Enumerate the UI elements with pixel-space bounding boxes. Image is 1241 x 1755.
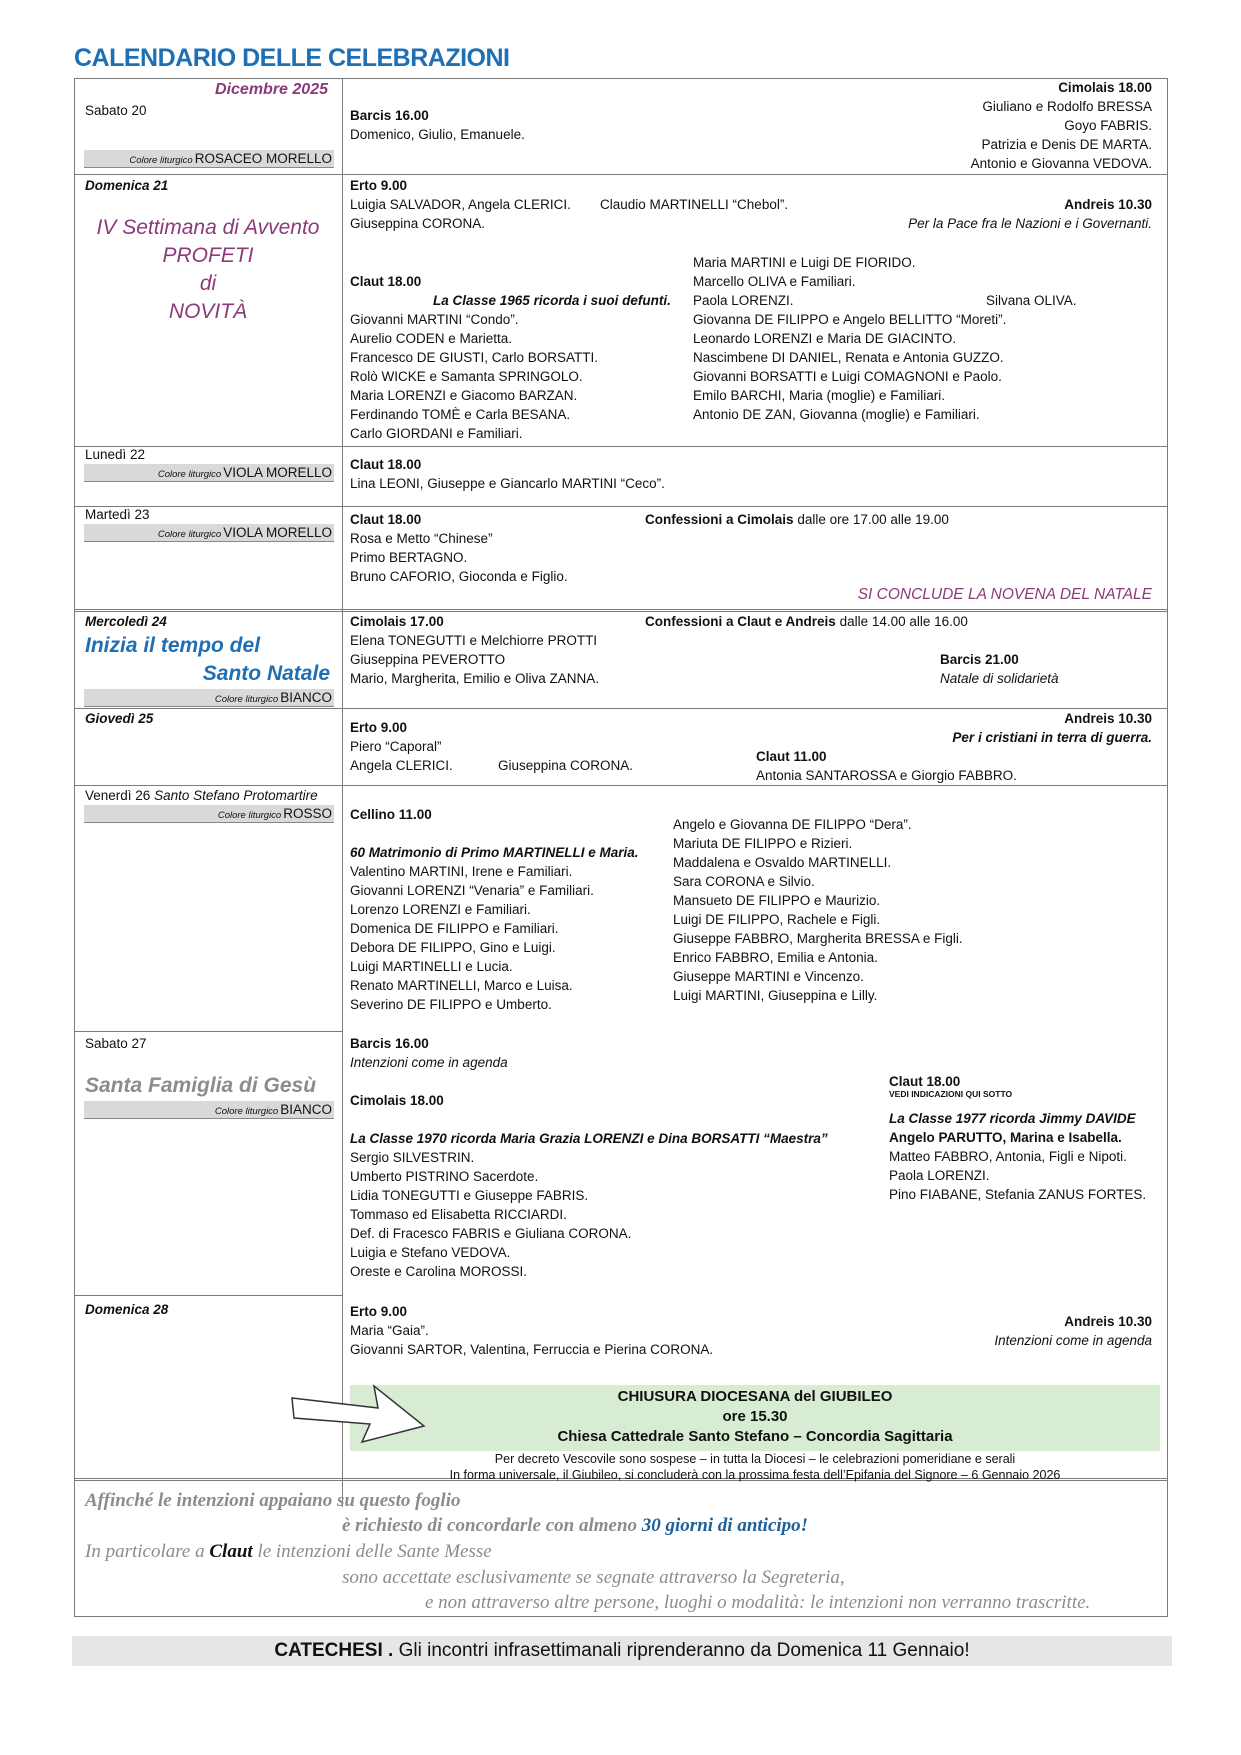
footer-note-line: sono accettate esclusivamente se segnate attraverso la Segreteria, — [342, 1567, 845, 1588]
mass-heading: Cimolais 18.00 — [350, 1093, 444, 1108]
intention-note: Natale di solidarietà — [940, 671, 1059, 686]
intention-list: Maria “Gaia”. Giovanni SARTOR, Valentina, Ferruccia e Pierina CORONA. — [350, 1323, 714, 1357]
season-title: Santo Natale — [202, 662, 330, 685]
row-separator — [74, 506, 1168, 507]
mass-heading: Claut 18.00 — [350, 274, 422, 289]
novena-note: SI CONCLUDE LA NOVENA DEL NATALE — [857, 586, 1152, 603]
intention: Silvana OLIVA. — [986, 293, 1077, 308]
intention: Lina LEONI, Giuseppe e Giancarlo MARTINI “Ceco”. — [350, 476, 665, 491]
mass-heading: Erto 9.00 — [350, 178, 408, 193]
liturgical-color-bar: Colore liturgico BIANCO — [84, 1101, 334, 1119]
column-divider — [342, 78, 343, 1507]
intention: Giuseppina CORONA. — [350, 216, 486, 231]
mass-heading: Cimolais 17.00 — [350, 614, 444, 629]
day-label: Giovedì 25 — [85, 711, 154, 726]
day-label: Mercoledì 24 — [85, 614, 167, 629]
small-note: VEDI INDICAZIONI QUI SOTTO — [889, 1089, 1013, 1099]
day-label: Domenica 21 — [85, 178, 169, 193]
intention-note: 60 Matrimonio di Primo MARTINELLI e Maria. — [350, 845, 639, 860]
intention: Domenico, Giulio, Emanuele. — [350, 127, 525, 142]
day-label: Martedì 23 — [85, 507, 150, 522]
mass-heading: Claut 11.00 — [756, 749, 827, 764]
mass-heading: Barcis 21.00 — [940, 652, 1019, 667]
mass-heading: Barcis 16.00 — [350, 108, 429, 123]
day-label: Domenica 28 — [85, 1302, 169, 1317]
intention: Antonia SANTAROSSA e Giorgio FABBRO. — [756, 768, 1017, 783]
intention-note: La Classe 1977 ricorda Jimmy DAVIDE — [889, 1111, 1136, 1126]
intention-list: Maria MARTINI e Luigi DE FIORIDO. Marcello OLIVA e Familiari. Paola LORENZI. Giovanna DE FILIPPO e Angelo BELLITTO “Moreti”. Leonardo LORENZI e Maria DE GIACINTO. Nascimbene DI DANIEL, Renata e Antonia GUZZO. Giovanni BORSATTI e Luigi COMAGNONI e Paolo. Emilo BARCHI, Maria (moglie) e Familiari. Antonio DE ZAN, Giovanna (moglie) e Familiari. — [693, 255, 1007, 422]
decree-note: Per decreto Vescovile sono sospese – in tutta la Diocesi – le celebrazioni pomeridiane e serali In forma universale, il Giubileo, si concluderà con la prossima festa dell’Epifania del Signore – 6 Gennaio 2026 — [449, 1452, 1061, 1482]
intention-note: Per la Pace fra le Nazioni e i Governanti. — [908, 216, 1152, 231]
feast-title: Santa Famiglia di Gesù — [85, 1074, 317, 1097]
intention-note: Per i cristiani in terra di guerra. — [952, 730, 1152, 745]
intention: Giuseppina CORONA. — [498, 758, 634, 773]
confession-info: Confessioni a Claut e Andreis dalle 14.00 alle 16.00 — [645, 614, 968, 629]
row-separator — [74, 1295, 342, 1296]
week-title: IV Settimana di Avvento PROFETI di NOVITÀ — [96, 216, 320, 323]
row-separator — [74, 446, 1168, 447]
row-separator — [74, 174, 1168, 175]
day-label: Venerdì 26 Santo Stefano Protomartire — [85, 788, 318, 803]
jubilee-announcement: CHIUSURA DIOCESANA del GIUBILEO ore 15.30 Chiesa Cattedrale Santo Stefano – Concordia Sagittaria — [557, 1388, 953, 1445]
mass-heading: Claut 18.00 — [350, 457, 422, 472]
liturgical-color-bar: Colore liturgico VIOLA MORELLO — [84, 464, 334, 482]
confession-info: Confessioni a Cimolais dalle ore 17.00 alle 19.00 — [645, 512, 949, 527]
catechesi-banner: CATECHESI . Gli incontri infrasettimanali riprenderanno da Domenica 11 Gennaio! — [72, 1636, 1172, 1666]
mass-heading: Barcis 16.00 — [350, 1036, 429, 1051]
day-label: Sabato 20 — [85, 103, 147, 118]
intention-list: Angelo e Giovanna DE FILIPPO “Dera”. Mariuta DE FILIPPO e Rizieri. Maddalena e Osvaldo MARTINELLI. Sara CORONA e Silvio. Mansueto DE FILIPPO e Maurizio. Luigi DE FILIPPO, Rachele e Figli. Giuseppe FABBRO, Margherita BRESSA e Figli. Enrico FABBRO, Emilia e Antonia. Giuseppe MARTINI e Vincenzo. Luigi MARTINI, Giuseppina e Lilly. — [673, 817, 963, 1003]
month-label: Dicembre 2025 — [215, 81, 328, 98]
intention-list: Matteo FABBRO, Antonia, Figli e Nipoti. Paola LORENZI. Pino FIABANE, Stefania ZANUS FORTES. — [889, 1149, 1147, 1202]
liturgical-color-bar: Colore liturgico BIANCO — [84, 689, 334, 707]
intention-list: Giovanni MARTINI “Condo”. Aurelio CODEN e Marietta. Francesco DE GIUSTI, Carlo BORSATTI. Rolò WICKE e Samanta SPRINGOLO. Maria LORENZI e Giacomo BARZAN. Ferdinando TOMÈ e Carla BESANA. Carlo GIORDANI e Familiari. — [350, 312, 599, 441]
footer-note-line: In particolare a Claut le intenzioni delle Sante Messe — [85, 1541, 492, 1562]
row-separator — [74, 609, 1168, 612]
intention-note: La Classe 1965 ricorda i suoi defunti. — [433, 293, 671, 308]
intention-list: Giuliano e Rodolfo BRESSA Goyo FABRIS. Patrizia e Denis DE MARTA. Antonio e Giovanna VEDOVA. — [970, 99, 1152, 171]
mass-heading: Andreis 10.30 — [1064, 197, 1152, 212]
intention-note: La Classe 1970 ricorda Maria Grazia LORENZI e Dina BORSATTI “Maestra” — [350, 1131, 828, 1146]
day-label: Sabato 27 — [85, 1036, 147, 1051]
intention: Luigia SALVADOR, Angela CLERICI. — [350, 197, 571, 212]
footer-note-line: Affinché le intenzioni appaiano su questo foglio — [85, 1490, 461, 1511]
day-label: Lunedì 22 — [85, 447, 146, 462]
mass-heading: Andreis 10.30 — [1064, 1314, 1152, 1329]
intention: Claudio MARTINELLI “Chebol”. — [600, 197, 789, 212]
mass-heading: Erto 9.00 — [350, 720, 408, 735]
intention: Angela CLERICI. — [350, 758, 453, 773]
mass-heading: Claut 18.00 — [889, 1074, 961, 1089]
mass-heading: Claut 18.00 — [350, 512, 422, 527]
mass-heading: Cellino 11.00 — [350, 807, 432, 822]
footer-note-line: e non attraverso altre persone, luoghi o modalità: le intenzioni non verranno trascritte. — [425, 1592, 1091, 1613]
intention: Piero “Caporal” — [350, 739, 442, 754]
liturgical-color-bar: Colore liturgico ROSSO — [84, 805, 334, 823]
intention-list: Rosa e Metto “Chinese” Primo BERTAGNO. Bruno CAFORIO, Gioconda e Figlio. — [350, 531, 568, 584]
season-title: Inizia il tempo del — [85, 634, 261, 657]
mass-heading: Andreis 10.30 — [1064, 711, 1152, 726]
page-title: CALENDARIO DELLE CELEBRAZIONI — [74, 44, 510, 72]
intention: Angelo PARUTTO, Marina e Isabella. — [889, 1130, 1122, 1145]
mass-heading: Cimolais 18.00 — [1058, 80, 1152, 95]
liturgical-color-bar: Colore liturgico ROSACEO MORELLO — [84, 150, 334, 168]
mass-heading: Erto 9.00 — [350, 1304, 408, 1319]
intention-note: Intenzioni come in agenda — [994, 1333, 1152, 1348]
footer-note-line: è richiesto di concordarle con almeno 30 giorni di anticipo! — [342, 1515, 809, 1536]
intention-list: Valentino MARTINI, Irene e Familiari. Giovanni LORENZI “Venaria” e Familiari. Lorenzo LORENZI e Familiari. Domenica DE FILIPPO e Familiari. Debora DE FILIPPO, Gino e Luigi. Luigi MARTINELLI e Lucia. Renato MARTINELLI, Marco e Luisa. Severino DE FILIPPO e Umberto. — [350, 864, 594, 1012]
intention-list: Sergio SILVESTRIN. Umberto PISTRINO Sacerdote. Lidia TONEGUTTI e Giuseppe FABRIS. Tommaso ed Elisabetta RICCIARDI. Def. di Fracesco FABRIS e Giuliana CORONA. Luigia e Stefano VEDOVA. Oreste e Carolina MOROSSI. — [350, 1150, 632, 1279]
intention-list: Elena TONEGUTTI e Melchiorre PROTTI Giuseppina PEVEROTTO Mario, Margherita, Emilio e Oliva ZANNA. — [350, 633, 600, 686]
row-separator — [74, 1031, 342, 1032]
intention-note: Intenzioni come in agenda — [350, 1055, 508, 1070]
liturgical-color-bar: Colore liturgico VIOLA MORELLO — [84, 524, 334, 542]
